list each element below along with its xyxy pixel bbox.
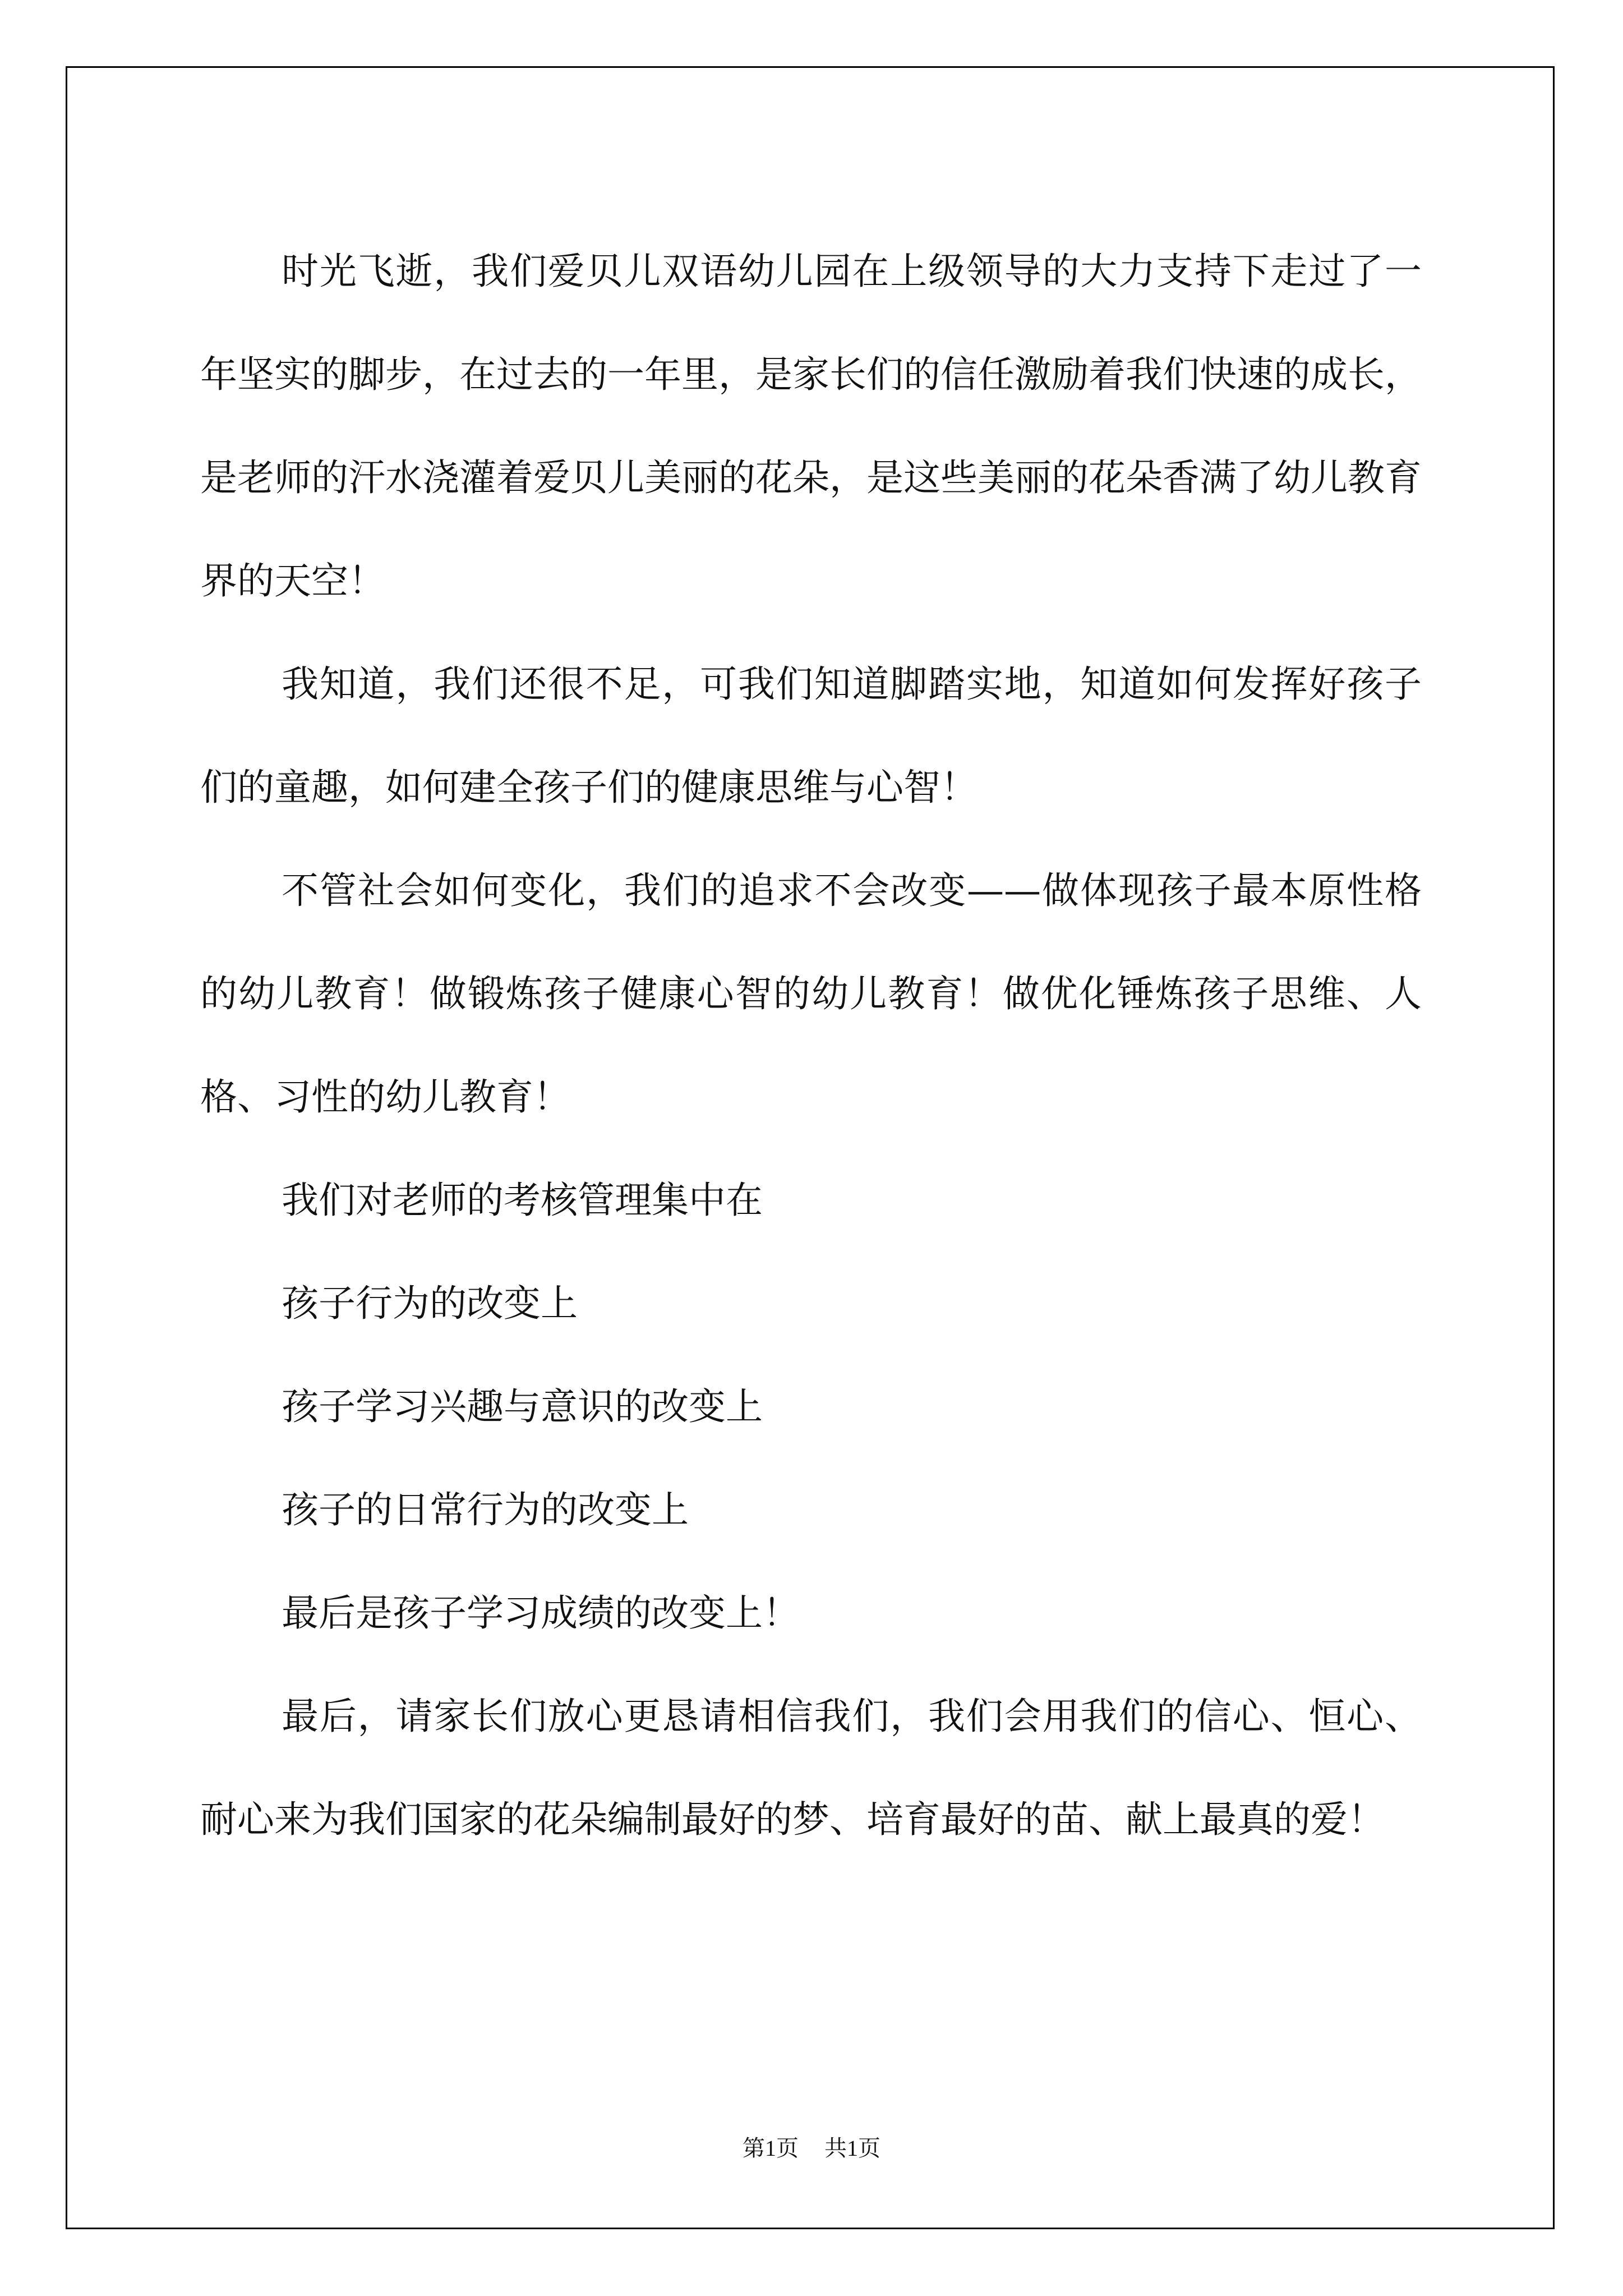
paragraph-2: 我知道，我们还很不足，可我们知道脚踏实地，知道如何发挥好孩子们的童趣，如何建全孩子们的健康思维与心智！ bbox=[200, 662, 1422, 809]
paragraph-6: 孩子学习兴趣与意识的改变上 bbox=[282, 1385, 763, 1428]
paragraph-9: 最后，请家长们放心更恳请相信我们，我们会用我们的信心、恒心、耐心来为我们国家的花朵编制最好的梦、培育最好的苗、献上最真的爱！ bbox=[200, 1695, 1422, 1841]
total-pages-label: 共1页 bbox=[824, 2136, 880, 2161]
paragraph-7: 孩子的日常行为的改变上 bbox=[282, 1488, 689, 1531]
current-page-label: 第1页 bbox=[743, 2136, 799, 2161]
paragraph-4: 我们对老师的考核管理集中在 bbox=[282, 1179, 763, 1222]
page-footer bbox=[0, 2132, 1623, 2165]
paragraph-3: 不管社会如何变化，我们的追求不会改变——做体现孩子最本原性格的幼儿教育！做锻炼孩子健康心智的幼儿教育！做优化锤炼孩子思维、人格、习性的幼儿教育！ bbox=[200, 869, 1422, 1119]
paragraph-8: 最后是孩子学习成绩的改变上！ bbox=[282, 1591, 800, 1635]
paragraph-1: 时光飞逝，我们爱贝儿双语幼儿园在上级领导的大力支持下走过了一年坚实的脚步，在过去的一年里，是家长们的信任激励着我们快速的成长，是老师的汗水浇灌着爱贝儿美丽的花朵，是这些美丽的花朵香满了幼儿教育界的天空！ bbox=[200, 250, 1422, 602]
paragraph-5: 孩子行为的改变上 bbox=[282, 1282, 578, 1325]
document-body bbox=[200, 220, 1422, 1871]
